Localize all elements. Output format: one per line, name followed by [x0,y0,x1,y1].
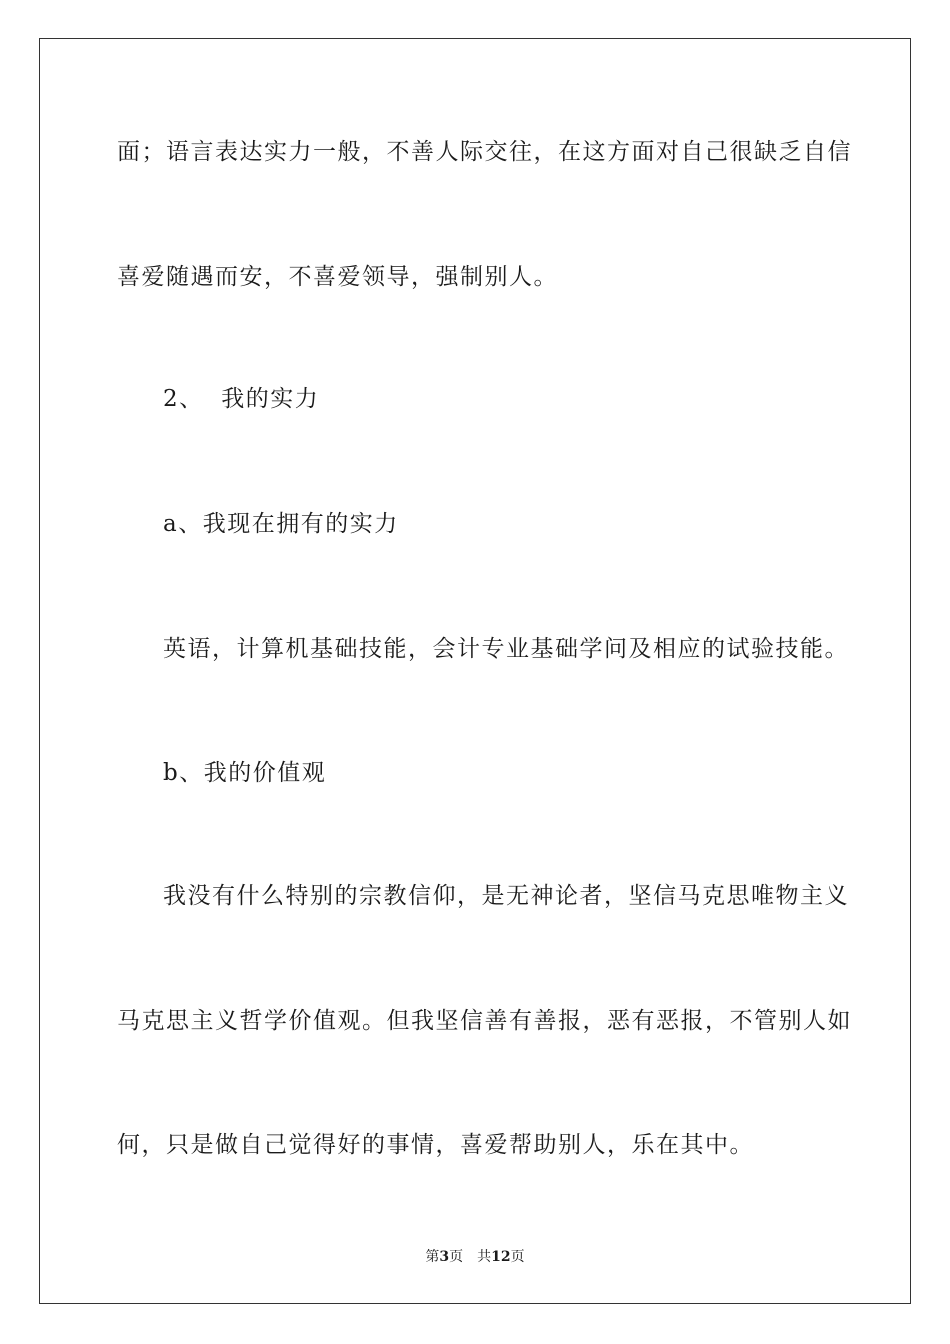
footer-page-number: 3 [439,1249,450,1265]
text-line-2: 喜爱随遇而安，不喜爱领导，强制别人。 [117,264,558,290]
text-line-skills: 英语，计算机基础技能，会计专业基础学问及相应的试验技能。 [163,636,849,662]
subheading-values: b、我的价值观 [163,760,327,786]
subheading-current-abilities: a、我现在拥有的实力 [163,511,399,537]
footer-total-pages: 12 [491,1249,511,1265]
page-border [39,38,911,1304]
text-line-values-1: 我没有什么特别的宗教信仰，是无神论者，坚信马克思唯物主义 [163,883,849,909]
footer-total-prefix: 共 [477,1249,492,1265]
footer-total-suffix: 页 [510,1249,525,1265]
text-line-values-2: 马克思主义哲学价值观。但我坚信善有善报，恶有恶报，不管别人如 [117,1008,852,1034]
text-line-values-3: 何，只是做自己觉得好的事情，喜爱帮助别人，乐在其中。 [117,1132,754,1158]
section-heading-abilities: 2、 我的实力 [163,386,320,412]
footer-page-prefix: 第 [425,1249,440,1265]
page-footer [0,1247,950,1267]
text-line-1: 面；语言表达实力一般，不善人际交往，在这方面对自己很缺乏自信 [117,139,852,165]
footer-page-suffix: 页 [449,1249,464,1265]
